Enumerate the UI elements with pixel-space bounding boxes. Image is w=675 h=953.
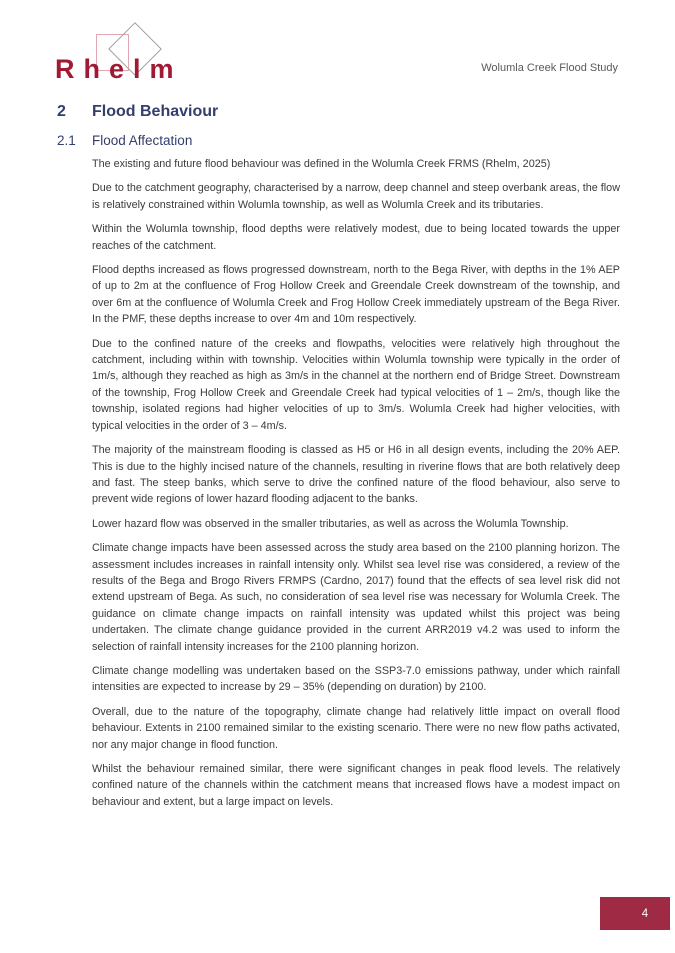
subsection-number: 2.1: [57, 133, 76, 148]
page-content: [57, 103, 620, 818]
document-title: Wolumla Creek Flood Study: [481, 62, 618, 74]
paragraph: Due to the confined nature of the creeks and flowpaths, velocities were relatively high throughout the catchment, including within with township. Velocities within Wolumla township were typically in the order of 1m/s, although they reached as high as 3m/s in the channel at the northern end of Bridge Street. Downstream of the township, Frog Hollow Creek and Greendale Creek had typical velocities of 1 – 2m/s, though like the township, isolated regions had higher velocities of up to 3m/s. Wolumla Creek had higher velocities, with typical velocities in the order of 3 – 4m/s.: [92, 337, 620, 432]
paragraph: The majority of the mainstream flooding is classed as H5 or H6 in all design events, including the 20% AEP. This is due to the highly incised nature of the channels, resulting in riverine flows that are both relatively deep and fast. The steep banks, which serve to drive the confined nature of the flood behaviour, also serve to prevent wide regions of lower hazard flooding adjacent to the banks.: [92, 444, 620, 506]
rhelm-logo: [50, 28, 220, 92]
logo-letter: e: [109, 54, 125, 84]
paragraph: Whilst the behaviour remained similar, there were significant changes in peak flood levels. The relatively confined nature of the channels within the catchment means that increased flows have a modest impact on behaviour and extent, but a large impact on levels.: [92, 763, 620, 808]
subsection-heading: [57, 133, 620, 148]
paragraph: Flood depths increased as flows progressed downstream, north to the Bega River, with depths in the 1% AEP of up to 2m at the confluence of Frog Hollow Creek and Greendale Creek downstream of the township, and over 6m at the confluence of Wolumla Creek and Frog Hollow Creek immediately upstream of the Bega River. In the PMF, these depths increase to over 4m and 10m respectively.: [92, 264, 620, 326]
paragraph: Lower hazard flow was observed in the smaller tributaries, as well as across the Wolumla Township.: [92, 517, 569, 530]
page-number-badge: [600, 897, 670, 930]
paragraph: Within the Wolumla township, flood depths were relatively modest, due to being located towards the upper reaches of the catchment.: [92, 223, 620, 252]
paragraph: Climate change modelling was undertaken based on the SSP3-7.0 emissions pathway, under which rainfall intensities are expected to increase by 29 – 35% (depending on duration) by 2100.: [92, 664, 620, 694]
paragraph: Climate change impacts have been assessed across the study area based on the 2100 planning horizon. The assessment includes increases in rainfall intensity only. Whilst sea level rise was considered, a review of the results of the Bega and Brogo Rivers FRMPS (Cardno, 2017) found that the effects of sea level risk did not extend upstream of Bega. As such, no consideration of sea level rise was necessary for Wolumla Creek. The guidance on climate change impacts on rainfall intensity was updated whilst this project was being undertaken. The climate change guidance provided in the current ARR2019 v4.2 was used to inform the selection of rainfall intensity increases for the 2100 planning horizon.: [92, 542, 620, 653]
logo-letter: R: [55, 54, 75, 84]
section-title: Flood Behaviour: [92, 103, 219, 120]
page-number: 4: [641, 907, 649, 920]
paragraph: Due to the catchment geography, characterised by a narrow, deep channel and steep overbank areas, the flow is relatively constrained within Wolumla township, as well as Wolumla Creek and its tributaries.: [92, 182, 620, 211]
section-heading: [57, 103, 620, 121]
subsection-title: Flood Affectation: [92, 133, 193, 148]
section-number: 2: [57, 103, 66, 120]
logo-letter: h: [83, 54, 100, 84]
paragraph: Overall, due to the nature of the topography, climate change had relatively little impact on overall flood behaviour. Extents in 2100 remained similar to the existing scenario. There were no new flow paths activated, nor any major change in flood function.: [92, 705, 620, 751]
page-header: [0, 0, 675, 100]
logo-wordmark: [55, 54, 174, 85]
logo-letter: m: [149, 54, 174, 84]
paragraph: The existing and future flood behaviour was defined in the Wolumla Creek FRMS (Rhelm, 2025): [92, 158, 551, 170]
body-text: [92, 156, 620, 810]
logo-letter: l: [133, 54, 141, 84]
